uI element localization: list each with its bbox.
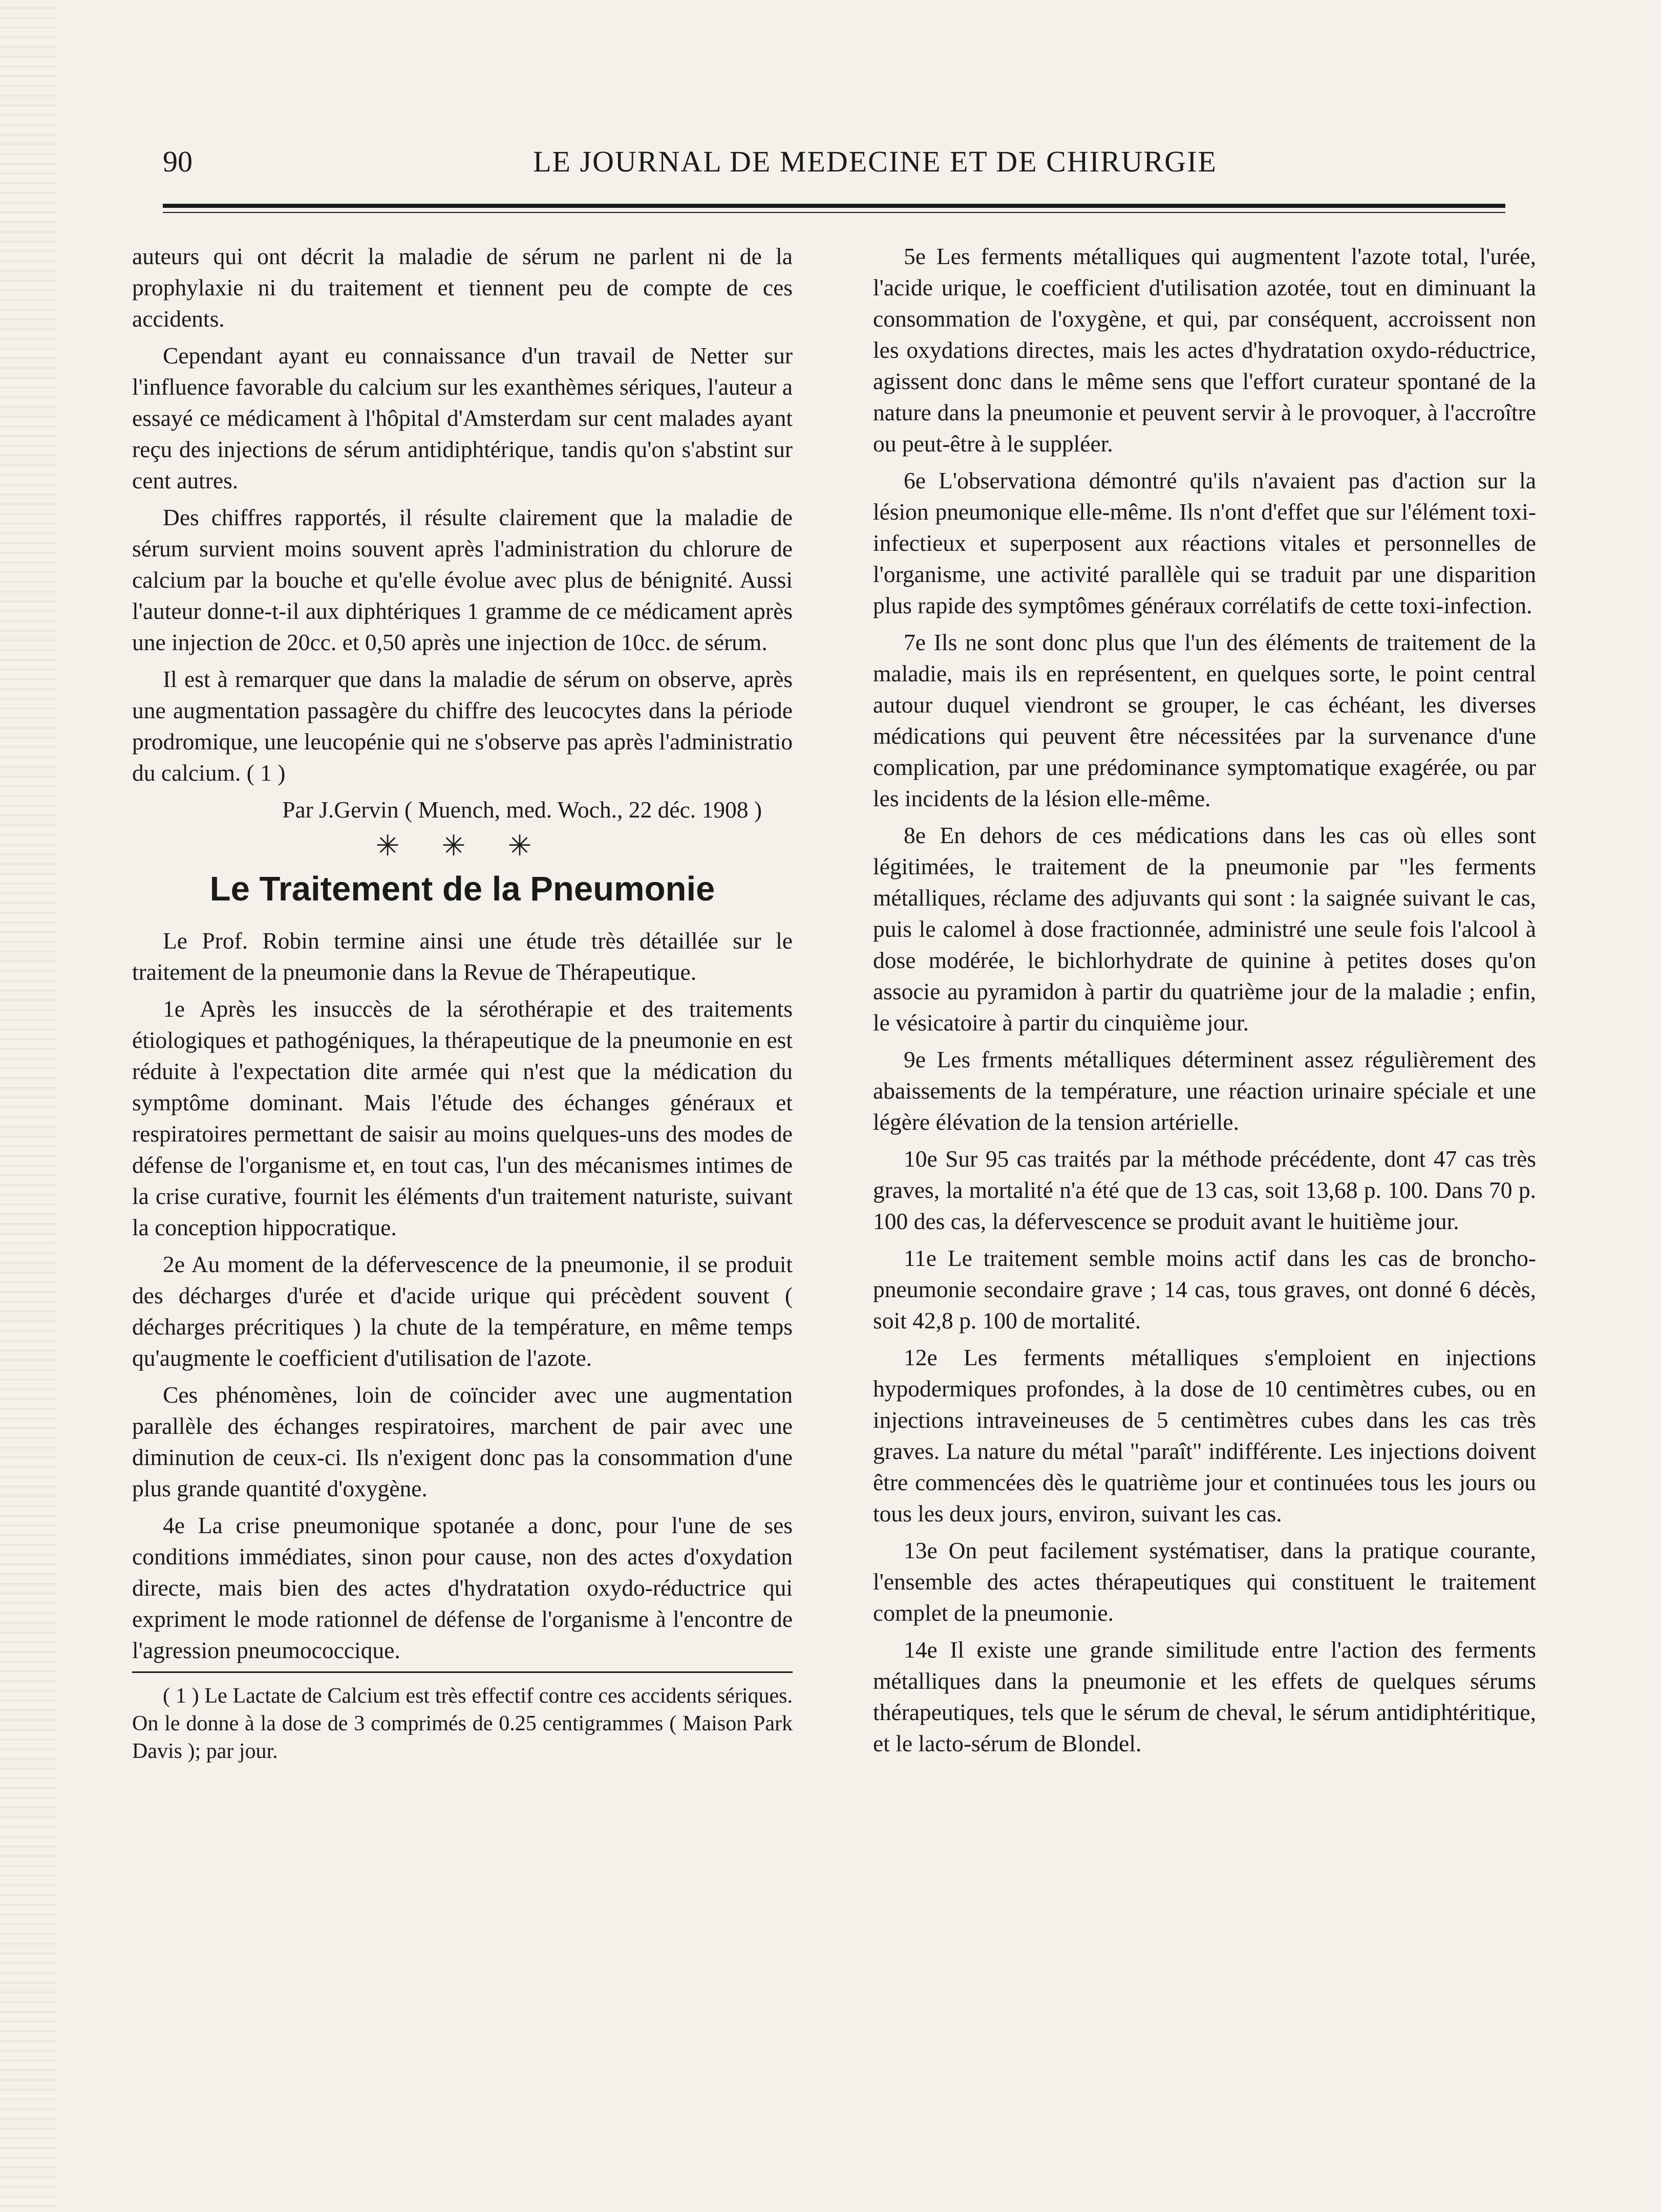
paragraph: 10e Sur 95 cas traités par la méthode précédente, dont 47 cas très graves, la mortalité n'a été que de 13 cas, soit 13,68 p. 100. Dans 70 p. 100 des cas, la défervescence se produit avant le huitième jour. — [873, 1146, 1536, 1234]
paragraph: Ces phénomènes, loin de coïncider avec une augmentation parallèle des échanges respiratoires, marchent de pair avec une diminution de ceux-ci. Ils n'exigent donc pas la consommation d'une plus grande quantité d'oxygène. — [132, 1382, 793, 1501]
article-signature: Par J.Gervin ( Muench, med. Woch., 22 déc. 1908 ) — [282, 797, 762, 823]
header-rule-thin — [163, 212, 1505, 213]
paragraph: 6e L'observationa démontré qu'ils n'avaient pas d'action sur la lésion pneumonique elle-même. Ils n'ont d'effet que sur l'élément toxi-infectieux et superposent aux réactions vitales et personnelles de l'organisme, une activité parallèle qui se traduit par une disparition plus rapide des symptômes généraux corrélatifs de cette toxi-infection. — [873, 467, 1536, 618]
paragraph: Le Prof. Robin termine ainsi une étude très détaillée sur le traitement de la pneumonie dans la Revue de Thérapeutique. — [132, 928, 793, 985]
paragraph: auteurs qui ont décrit la maladie de sérum ne parlent ni de la prophylaxie ni du traitement et tiennent peu de compte de ces accidents. — [132, 243, 793, 332]
paragraph: 14e Il existe une grande similitude entre l'action des ferments métalliques dans la pneumonie et les effets de quelques sérums thérapeutiques, tels que le sérum de cheval, le sérum antidiphtéritique, et le lacto-sérum de Blondel. — [873, 1637, 1536, 1756]
page-number: 90 — [163, 145, 193, 178]
paragraph: 9e Les frments métalliques déterminent assez régulièrement des abaissements de la température, une réaction urinaire spéciale et une légère élévation de la tension artérielle. — [873, 1046, 1536, 1135]
footnote-text: ( 1 ) Le Lactate de Calcium est très effectif contre ces accidents sériques. On le donne à la dose de 3 comprimés de 0.25 centigrammes ( Maison Park Davis ); par jour. — [132, 1684, 793, 1763]
paragraph: 4e La crise pneumonique spotanée a donc, pour l'une de ses conditions immédiates, sinon pour cause, non des actes d'oxydation directe, mais bien des actes d'hydratation oxydo-réductrice qui expriment le mode rationnel de défense de l'organisme à l'encontre de l'agression pneumococcique. — [132, 1512, 793, 1663]
page-header — [163, 144, 1505, 185]
paragraph: 7e Ils ne sont donc plus que l'un des éléments de traitement de la maladie, mais ils en représentent, en quelques sorte, le point central autour duquel viendront se grouper, le cas échéant, les diverses médications qui peuvent être nécessitées par la survenance d'une complication, par une prédominance symptomatique exagérée, ou par les incidents de la lésion elle-même. — [873, 629, 1536, 811]
paragraph: 11e Le traitement semble moins actif dans les cas de broncho-pneumonie secondaire grave ; 14 cas, tous graves, ont donné 6 décès, soit 42,8 p. 100 de mortalité. — [873, 1245, 1536, 1334]
paragraph: 1e Après les insuccès de la sérothérapie et des traitements étiologiques et pathogéniques, la thérapeutique de la pneumonie en est réduite à l'expectation dite armée qui n'est que la médication du symptôme dominant. Mais l'étude des échanges généraux et respiratoires permettant de saisir au moins quelques-uns des modes de défense de l'organisme et, en tout cas, l'un des mécanismes intimes de la crise curative, fournit les éléments d'un traitement naturiste, suivant la conception hippocratique. — [132, 996, 793, 1240]
paragraph: Des chiffres rapportés, il résulte clairement que la maladie de sérum survient moins souvent après l'administration du chlorure de calcium par la bouche et qu'elle évolue avec plus de bénignité. Aussi l'auteur donne-t-il aux diphtériques 1 gramme de ce médicament après une injection de 20cc. et 0,50 après une injection de 10cc. de sérum. — [132, 504, 793, 655]
paragraph: Cependant ayant eu connaissance d'un travail de Netter sur l'influence favorable du calcium sur les exanthèmes sériques, l'auteur a essayé ce médicament à l'hôpital d'Amsterdam sur cent malades ayant reçu des injections de sérum antidiphtérique, tandis qu'on s'abstint sur cent autres. — [132, 342, 793, 493]
footnote — [132, 1682, 793, 1765]
paragraph: 5e Les ferments métalliques qui augmentent l'azote total, l'urée, l'acide urique, le coefficient d'utilisation azotée, tout en diminuant la consommation de l'oxygène, et qui, par conséquent, accroissent non les oxydations directes, mais les actes d'hydratation oxydo-réductrice, agissent donc dans le même sens que l'effort curateur spontané de la nature dans la pneumonie et peuvent servir à le provoquer, à l'accroître ou peut-être à le suppléer. — [873, 243, 1536, 457]
paragraph: Il est à remarquer que dans la maladie de sérum on observe, après une augmentation passagère du chiffre des leucocytes dans la période prodromique, une leucopénie qui ne s'observe pas après l'administratio du calcium. ( 1 ) — [132, 666, 793, 786]
section-separator: ✳ ✳ ✳ — [375, 830, 549, 862]
header-rule — [163, 204, 1505, 208]
paragraph: 2e Au moment de la défervescence de la pneumonie, il se produit des décharges d'urée et d'acide urique qui précèdent souvent ( décharges précritiques ) la chute de la température, en même temps qu'augmente le coefficient d'utilisation de l'azote. — [132, 1251, 793, 1371]
paragraph: 13e On peut facilement systématiser, dans la pratique courante, l'ensemble des actes thérapeutiques qui constituent le traitement complet de la pneumonie. — [873, 1537, 1536, 1626]
section-title: Le Traitement de la Pneumonie — [209, 870, 715, 908]
right-column — [873, 241, 1536, 1765]
scan-edge — [0, 0, 56, 2212]
footnote-rule — [132, 1671, 793, 1673]
journal-title: LE JOURNAL DE MEDECINE ET DE CHIRURGIE — [533, 145, 1217, 178]
paragraph: 12e Les ferments métalliques s'emploient en injections hypodermiques profondes, à la dose de 10 centimètres cubes, ou en injections intraveineuses de 5 centimètres cubes dans les cas très graves. La nature du métal "paraît" indifférente. Les injections doivent être commencées dès le quatrième jour et continuées tous les jours ou tous les deux jours, environ, suivant les cas. — [873, 1344, 1536, 1527]
paragraph: 8e En dehors de ces médications dans les cas où elles sont légitimées, le traitement de la pneumonie par "les ferments métalliques, réclame des adjuvants qui sont : la saignée suivant le cas, puis le calomel à dose fractionnée, administré une seule fois l'alcool à dose modérée, le bichlorhydrate de quinine à petites doses qu'on associe au pyramidon à partir du quatrième jour de la maladie ; enfin, le vésicatoire à partir du cinquième jour. — [873, 822, 1536, 1036]
left-column — [132, 241, 793, 1765]
